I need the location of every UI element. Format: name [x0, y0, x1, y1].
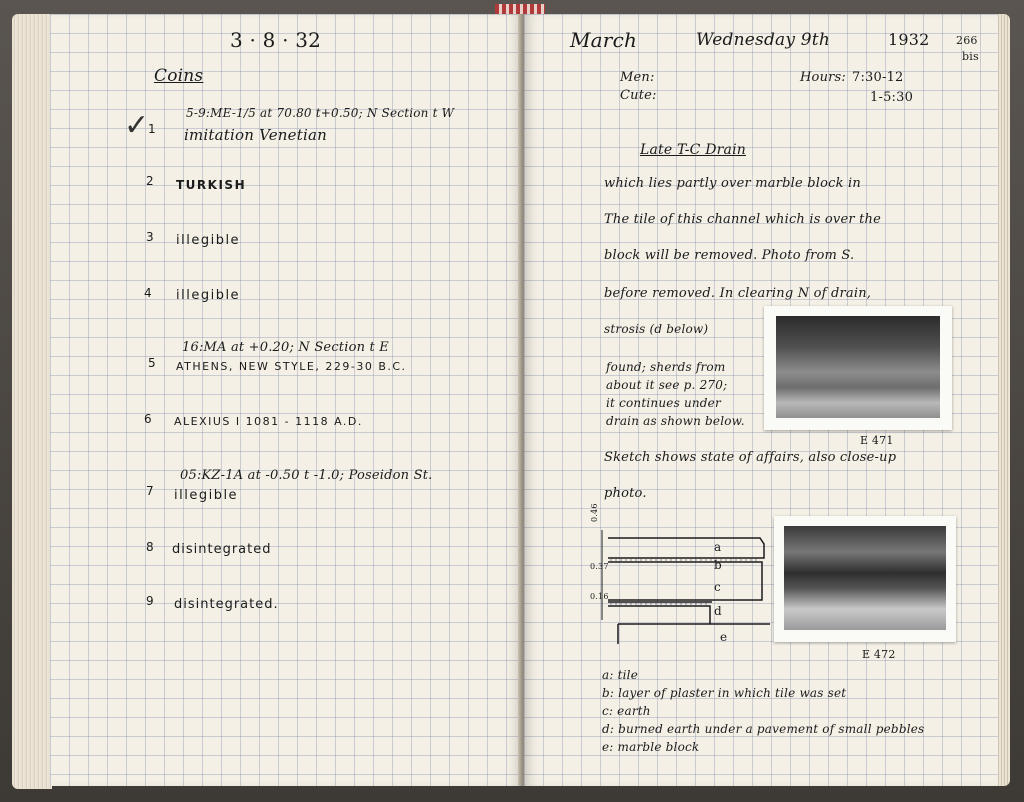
men-label: Men: [620, 70, 655, 85]
page-suffix: bis [962, 50, 979, 63]
legend-line: b: layer of plaster in which tile was set [602, 686, 847, 700]
entry-desc: ALEXIUS I 1081 - 1118 A.D. [174, 415, 363, 428]
photo-e471 [764, 306, 952, 430]
legend-line: d: burned earth under a pavement of small pebbles [602, 722, 925, 736]
photo-label: E 471 [860, 434, 894, 447]
entry-desc: illegible [174, 488, 239, 503]
hours-morning: 7:30-12 [852, 70, 904, 85]
diagram-dim: 0.37 [590, 562, 609, 571]
legend-line: a: tile [602, 668, 639, 682]
legend-line: c: earth [602, 704, 651, 718]
note-line: block will be removed. Photo from S. [604, 248, 855, 263]
page-edges-right [996, 14, 1010, 786]
entry-number: 7 [146, 484, 154, 498]
section-title: Late T-C Drain [640, 142, 746, 158]
entry-desc: disintegrated. [174, 597, 279, 612]
entry-note: 05:KZ-1A at -0.50 t -1.0; Poseidon St. [180, 468, 433, 483]
entry-number: 6 [144, 412, 152, 426]
note-line: strosis (d below) [604, 322, 709, 336]
note-line: before removed. In clearing N of drain, [604, 286, 872, 301]
page-edges-left [12, 14, 52, 789]
note-line: The tile of this channel which is over the [604, 212, 882, 227]
entry-desc: imitation Venetian [184, 126, 327, 144]
entry-number: 8 [146, 540, 154, 554]
entry-number: 2 [146, 174, 154, 188]
diagram-letter: c [714, 580, 721, 594]
side-line: it continues under [606, 396, 721, 410]
sketch-caption: Sketch shows state of affairs, also close-up [604, 450, 897, 465]
entry-desc: TURKISH [176, 178, 247, 192]
sketch-caption: photo. [604, 486, 647, 501]
check-mark-icon: ✓ [124, 108, 150, 143]
page-number: 266 [956, 34, 978, 47]
diagram-letter: d [714, 604, 722, 618]
entry-number: 5 [148, 356, 156, 370]
page-date: 3 · 8 · 32 [230, 28, 322, 52]
left-page [50, 14, 522, 786]
drain-section-diagram [588, 520, 778, 650]
entry-desc: illegible [176, 288, 241, 303]
entry-desc: disintegrated [172, 542, 272, 557]
hours-afternoon: 1-5:30 [870, 90, 914, 105]
entry-number: 3 [146, 230, 154, 244]
entry-number: 9 [146, 594, 154, 608]
diagram-letter: e [720, 630, 728, 644]
header-year: 1932 [888, 30, 930, 49]
entry-note: 5-9:ME-1/5 at 70.80 t+0.50; N Section t W [186, 106, 455, 120]
side-line: found; sherds from [606, 360, 726, 374]
diagram-dim: 0.46 [590, 503, 599, 522]
side-line: about it see p. 270; [606, 378, 728, 392]
note-line: which lies partly over marble block in [604, 176, 861, 191]
photo-e472 [774, 516, 956, 642]
side-line: drain as shown below. [606, 414, 745, 428]
legend-line: e: marble block [602, 740, 700, 754]
hours-label: Hours: [800, 70, 847, 85]
photo-label: E 472 [862, 648, 896, 661]
header-weekday: Wednesday 9th [696, 30, 830, 50]
diagram-letter: a [714, 540, 722, 554]
header-month: March [570, 28, 638, 52]
entry-number: 1 [148, 122, 156, 136]
cute-label: Cute: [620, 88, 657, 103]
entry-number: 4 [144, 286, 152, 300]
right-page [524, 14, 998, 786]
entry-desc: ATHENS, NEW STYLE, 229-30 B.C. [176, 360, 407, 373]
entry-note: 16:MA at +0.20; N Section t E [182, 340, 389, 355]
coins-heading: Coins [154, 66, 204, 86]
diagram-dim: 0.16 [590, 592, 609, 601]
diagram-letter: b [714, 558, 722, 572]
entry-desc: illegible [176, 233, 241, 248]
